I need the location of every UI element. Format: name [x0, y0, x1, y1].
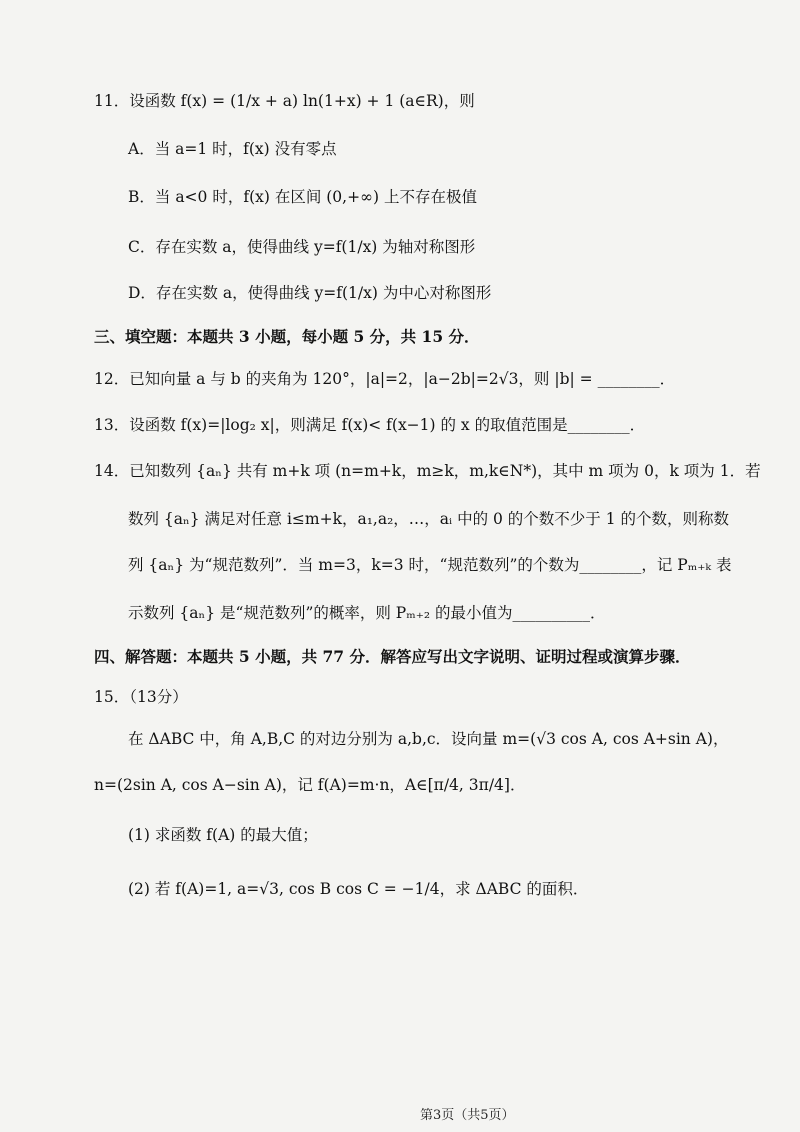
q11-option-a: A．当 a=1 时，f(x) 没有零点	[128, 140, 337, 158]
q13: 13．设函数 f(x)=|log₂ x|，则满足 f(x)< f(x−1) 的 x 的取值范围是________．	[94, 416, 646, 434]
q15-title: 15．（13分）	[94, 688, 188, 706]
q15-line-2: n=(2sin A, cos A−sin A)，记 f(A)=m·n，A∈[π/4, 3π/4]．	[94, 776, 526, 794]
q14-line-3: 列 {aₙ} 为“规范数列”．当 m=3，k=3 时，“规范数列”的个数为________，记 Pₘ₊ₖ 表	[128, 556, 732, 574]
q11-option-c: C．存在实数 a，使得曲线 y=f(1/x) 为轴对称图形	[128, 238, 476, 256]
q15-part-1: (1) 求函数 f(A) 的最大值；	[128, 826, 318, 844]
q14-line-1: 14．已知数列 {aₙ} 共有 m+k 项 (n=m+k，m≥k，m,k∈N*)，其中 m 项为 0，k 项为 1．若	[94, 462, 761, 480]
q15-line-1: 在 ΔABC 中，角 A,B,C 的对边分别为 a,b,c．设向量 m=(√3 cos A, cos A+sin A)，	[128, 730, 729, 748]
section3-heading: 三、填空题：本题共 3 小题，每小题 5 分，共 15 分．	[94, 327, 480, 346]
q14-line-4: 示数列 {aₙ} 是“规范数列”的概率，则 Pₘ₊₂ 的最小值为__________．	[128, 604, 606, 622]
page-footer: 第3页（共5页）	[420, 1108, 515, 1123]
q14-line-2: 数列 {aₙ} 满足对任意 i≤m+k，a₁,a₂，…，aᵢ 中的 0 的个数不少于 1 的个数，则称数	[128, 510, 730, 528]
q11-option-b: B．当 a<0 时，f(x) 在区间 (0,+∞) 上不存在极值	[128, 188, 477, 206]
q11-option-d: D．存在实数 a，使得曲线 y=f(1/x) 为中心对称图形	[128, 284, 492, 302]
section4-heading: 四、解答题：本题共 5 小题，共 77 分．解答应写出文字说明、证明过程或演算步骤．	[94, 647, 691, 666]
q11-stem: 11．设函数 f(x) = (1/x + a) ln(1+x) + 1 (a∈R)，则	[94, 92, 475, 110]
q12: 12．已知向量 a 与 b 的夹角为 120°，|a|=2，|a−2b|=2√3，则 |b| = ________．	[94, 370, 676, 388]
q15-part-2: (2) 若 f(A)=1, a=√3, cos B cos C = −1/4，求 ΔABC 的面积．	[128, 880, 589, 898]
